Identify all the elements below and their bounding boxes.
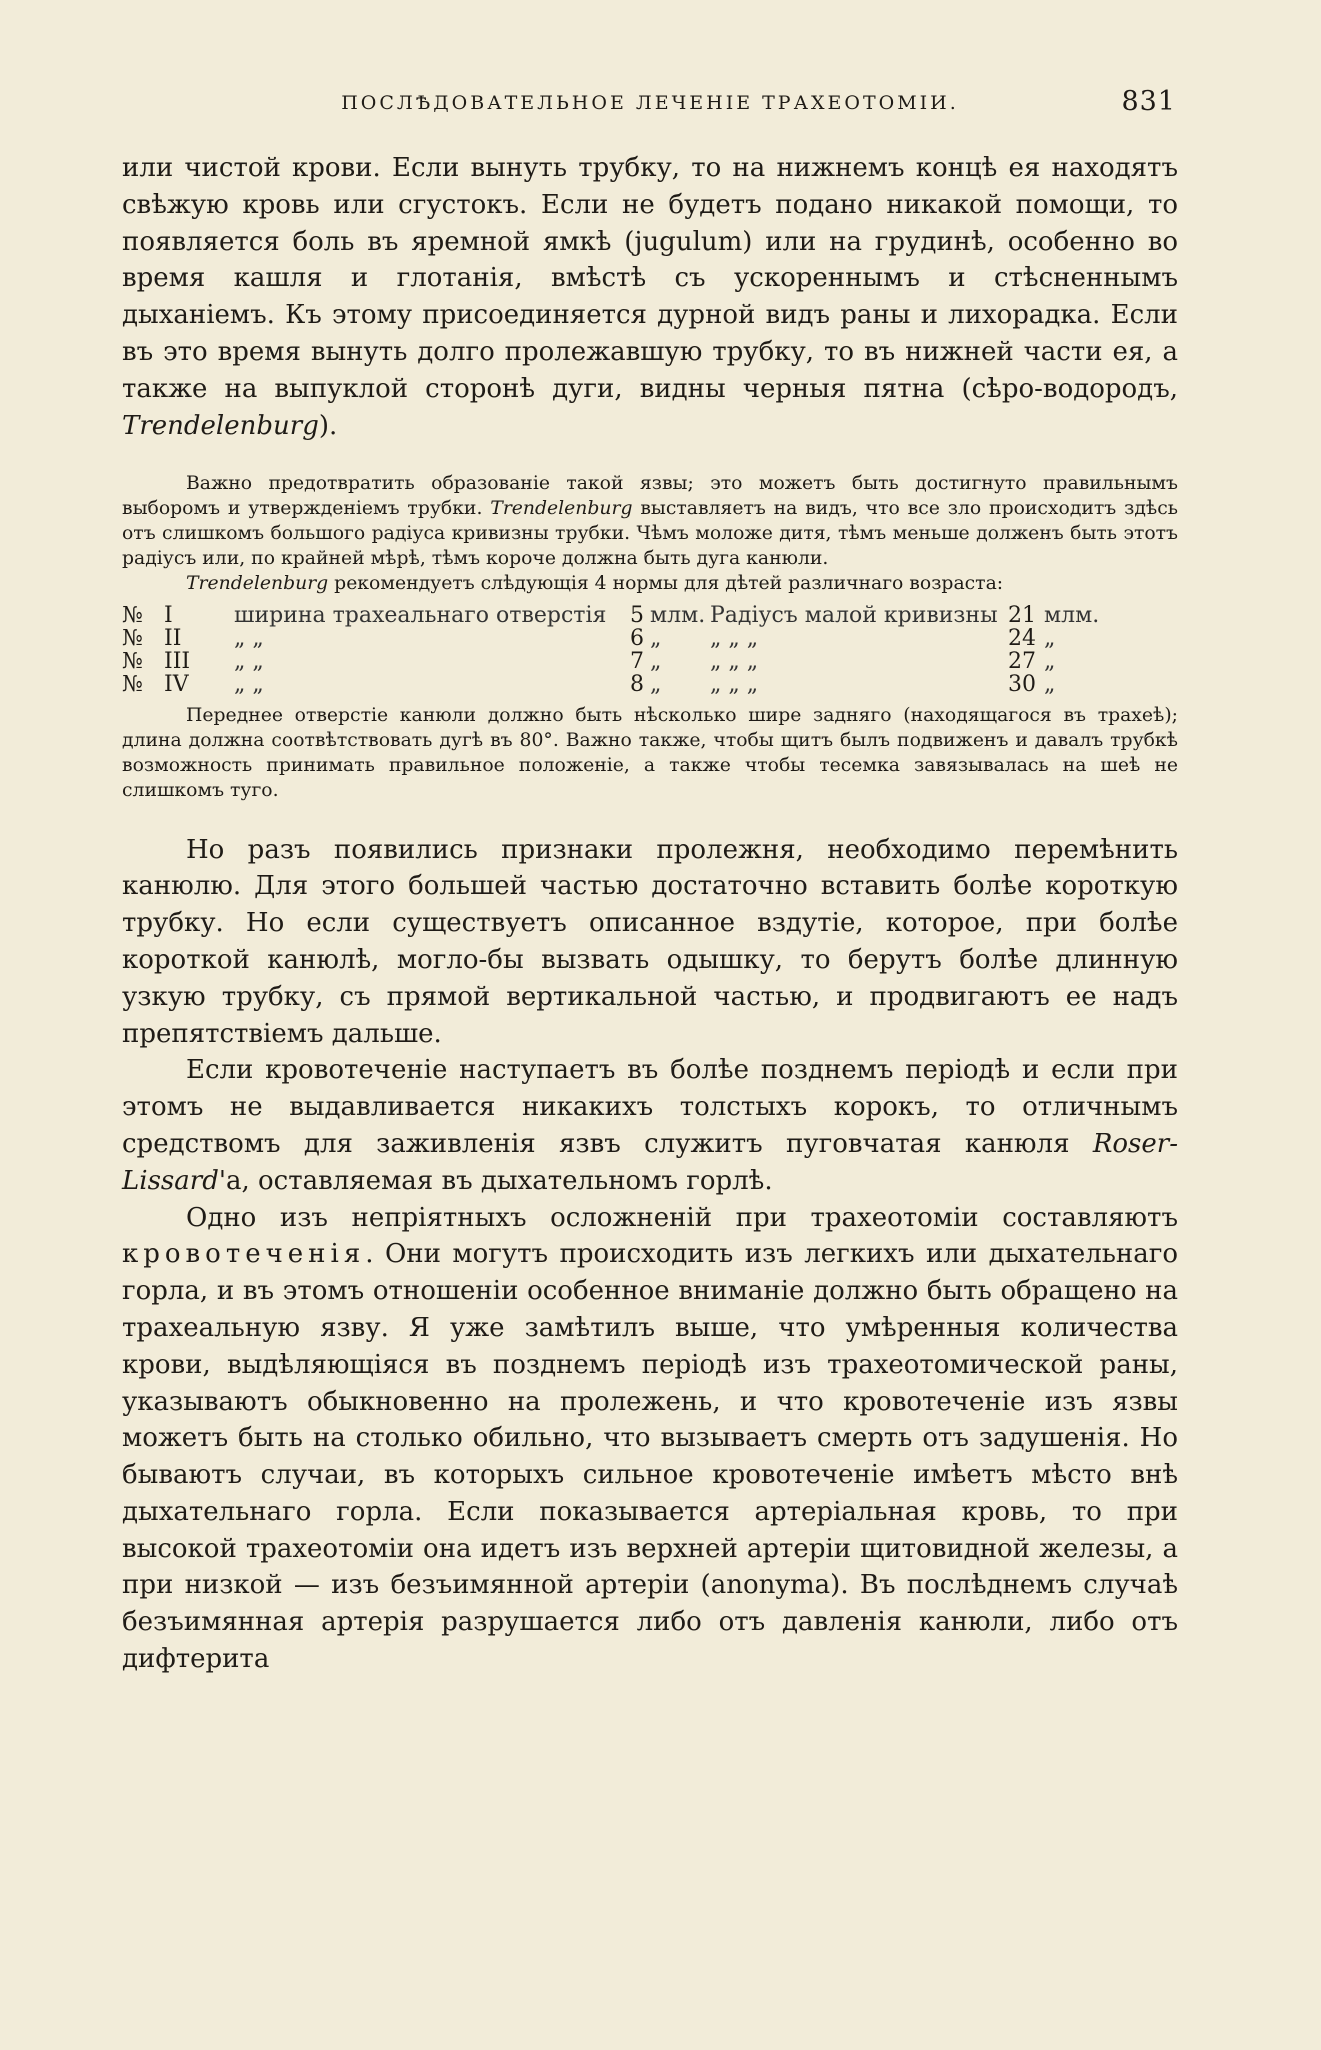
main-text [122,150,1178,1678]
row-opening-width: 7 [630,649,644,675]
paragraph-3 [122,1052,1178,1199]
row-radius-label: Радіусъ малой кривизны [710,603,998,629]
row-unit: „ [650,672,662,698]
paragraph-1-text: или чистой крови. Если вынуть трубку, то на нижнемъ концѣ ея находятъ свѣжую кровь или сгустокъ. Если не будетъ подано никакой помощи, то появляется боль въ яремной ямкѣ (jugulum) или на грудинѣ, особенно во время кашля и глотанія, вмѣстѣ съ ускореннымъ и стѣсненнымъ дыханіемъ. Къ этому присоединяется дурной видъ раны и лихорадка. Если въ это время вынуть долго пролежавшую трубку, то въ нижней части ея, а также на выпуклой сторонѣ дуги, видны черныя пятна (сѣро-водородъ, [122,153,1178,404]
small-paragraph-2 [122,572,1178,597]
small-paragraph-1 [122,472,1178,571]
row-unit: „ [1044,649,1056,675]
row-radius-value: 27 [1008,649,1036,675]
row-radius-label: „ „ „ [710,626,759,652]
row-opening-width: 6 [630,626,644,652]
author-name: Trendelenburg [186,572,329,594]
norms-row [122,604,1178,627]
running-header [120,84,1180,120]
paragraph-2: Но разъ появились признаки пролежня, необходимо перемѣнить канюлю. Для этого большей частью достаточно вставить болѣе короткую трубку. Но если существуетъ описанное вздутіе, которое, при болѣе короткой канюлѣ, могло-бы вызвать одышку, то берутъ болѣе длинную узкую трубку, съ прямой вертикальной частью, и продвигаютъ ее надъ препятствіемъ дальше. [122,834,1178,1049]
row-unit: „ [650,649,662,675]
paragraph-4-text: Одно изъ непріятныхъ осложненій при трахеотоміи составляютъ [186,1202,1178,1233]
row-roman-numeral: I [164,603,173,629]
norms-row [122,650,1178,673]
row-roman-numeral: IV [164,672,189,698]
row-radius-value: 30 [1008,672,1036,698]
norms-row [122,627,1178,650]
row-opening-label: „ „ [234,649,264,675]
row-opening-label: „ „ [234,626,264,652]
row-roman-numeral: II [164,626,182,652]
paragraph-1-end: ). [318,410,338,441]
row-number-sign: № [122,626,143,652]
row-radius-value: 24 [1008,626,1036,652]
paragraph-3-end: 'а, оставляемая въ дыхательномъ горлѣ. [218,1165,773,1196]
row-roman-numeral: III [164,649,191,675]
author-name: Trendelenburg [490,498,633,520]
row-radius-value: 21 [1008,603,1036,629]
paragraph-3-text: Если кровотеченіе наступаетъ въ болѣе позднемъ періодѣ и если при этомъ не выдавливается никакихъ толстыхъ корокъ, то отличнымъ средствомъ для заживленія язвъ служитъ пуговчатая канюля [122,1055,1178,1159]
row-unit: „ [1044,626,1056,652]
spaced-term: кровотеченія [122,1239,366,1270]
row-number-sign: № [122,649,143,675]
row-opening-width: 5 [630,603,644,629]
row-opening-width: 8 [630,672,644,698]
author-name: Trendelenburg [122,410,319,441]
small-paragraph-1-text: Важно предотвратить образованіе такой язвы; это можетъ быть достигнуто правильнымъ выборомъ и утвержденіемъ трубки. [122,473,1178,520]
small-paragraph-2-text: рекомендуетъ слѣдующія 4 нормы для дѣтей различнаго возраста: [328,572,1004,594]
author-name: Roser-Lissard [122,1128,1178,1196]
row-number-sign: № [122,603,143,629]
small-paragraph-3: Переднее отверстіе канюли должно быть нѣсколько шире задняго (находящагося въ трахеѣ); длина должна соотвѣтствовать дугѣ въ 80°. Важно также, чтобы щитъ былъ подвиженъ и давалъ трубкѣ возможность принимать правильное положеніе, а также чтобы тесемка завязывалась на шеѣ не слишкомъ туго. [122,705,1178,801]
row-unit: „ [650,626,662,652]
row-radius-label: „ „ „ [710,672,759,698]
paragraph-1 [122,150,1178,444]
paragraph-4-rest: . Они могутъ происходить изъ легкихъ или дыхательнаго горла, и въ этомъ отношеніи особенное вниманіе должно быть обращено на трахеальную язву. Я уже замѣтилъ выше, что умѣренныя количества крови, выдѣляющіяся въ позднемъ періодѣ изъ трахеотомической раны, указываютъ обыкновенно на пролежень, и что кровотеченіе изъ язвы можетъ быть на столько обильно, что вызываетъ смерть отъ задушенія. Но бываютъ случаи, въ которыхъ сильное кровотеченіе имѣетъ мѣсто внѣ дыхательнаго горла. Если показывается артеріальная кровь, то при высокой трахеотоміи она идетъ изъ верхней артеріи щитовидной железы, а при низкой — изъ безъимянной артеріи (anonyma). Въ послѣднемъ случаѣ безъимянная артерія разрушается либо отъ давленія канюли, либо отъ дифтерита [122,1239,1178,1675]
header-title: ПОСЛѢДОВАТЕЛЬНОЕ ЛЕЧЕНІЕ ТРАХЕОТОМІИ. [341,92,959,114]
row-opening-label: ширина трахеальнаго отверстія [234,603,607,629]
row-unit: млм. [650,603,706,629]
norms-row [122,673,1178,696]
row-radius-label: „ „ „ [710,649,759,675]
cannula-norms-table [122,604,1178,696]
page-number: 831 [1121,86,1176,117]
row-unit: „ [1044,672,1056,698]
row-opening-label: „ „ [234,672,264,698]
row-unit: млм. [1044,603,1100,629]
paragraph-4 [122,1200,1178,1678]
small-print-block [122,472,1178,803]
row-number-sign: № [122,672,143,698]
small-paragraph-1-end: выставляетъ на видъ, что все зло происходитъ здѣсь отъ слишкомъ большого радіуса кривизны трубки. Чѣмъ моложе дитя, тѣмъ меньше долженъ быть этотъ радіусъ или, по крайней мѣрѣ, тѣмъ короче должна быть дуга канюли. [122,498,1178,569]
